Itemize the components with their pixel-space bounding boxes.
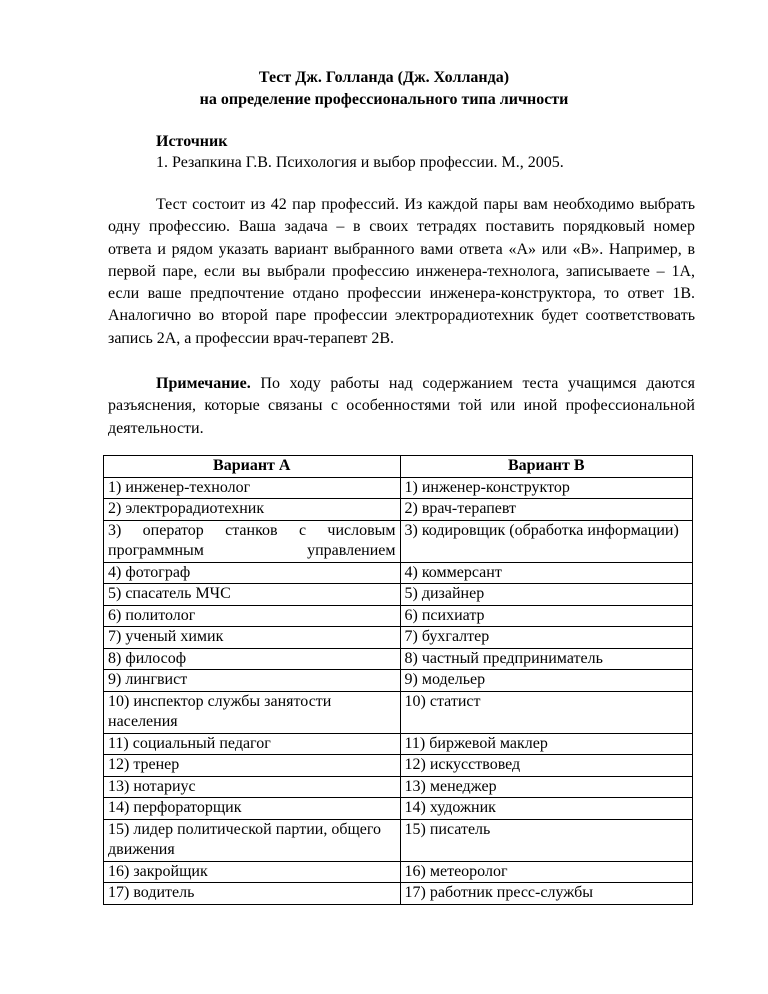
header-variant-b: Вариант В (400, 456, 692, 478)
variant-a-cell: 2) электрорадиотехник (104, 499, 401, 521)
variant-b-cell: 1) инженер-конструктор (400, 477, 692, 499)
variant-b-cell: 16) метеоролог (400, 861, 692, 883)
variant-b-cell: 12) искусствовед (400, 755, 692, 777)
table-row (104, 670, 693, 692)
variant-b-cell: 6) психиатр (400, 605, 692, 627)
note-text: По ходу работы над содержанием теста учащимся даются разъяснения, которые связаны с особенностями той или иной профессиональной деятельности. (108, 375, 695, 437)
variant-b-cell: 4) коммерсант (400, 562, 692, 584)
variant-a-cell: 16) закройщик (104, 861, 401, 883)
variant-a-cell: 12) тренер (104, 755, 401, 777)
table-row (104, 584, 693, 606)
variant-b-cell: 2) врач-терапевт (400, 499, 692, 521)
variant-a-cell: 1) инженер-технолог (104, 477, 401, 499)
table-row (104, 627, 693, 649)
table-header-row (104, 456, 693, 478)
variant-a-cell: 4) фотограф (104, 562, 401, 584)
variant-a-text: 3) оператор станков с числовым программным управлением (108, 521, 396, 559)
variant-b-cell: 11) биржевой маклер (400, 733, 692, 755)
variant-a-cell: 7) ученый химик (104, 627, 401, 649)
variant-a-cell: 8) философ (104, 648, 401, 670)
intro-paragraph: Тест состоит из 42 пар профессий. Из каждой пары вам необходимо выбрать одну профессию. Ваша задача – в своих тетрадях поставить порядковый номер ответа и рядом указать вариант выбранного вами ответа «А» или «В». Например, в первой паре, если вы выбрали профессию инженера-технолога, записываете – 1А, если ваше предпочтение отдано профессии инженера-конструктора, то ответ 1В. Аналогично во второй паре профессии электрорадиотехник будет соответствовать запись 2А, а профессии врач-терапевт 2В. (108, 196, 695, 347)
table-row (104, 755, 693, 777)
table-row (104, 798, 693, 820)
variant-b-cell: 9) модельер (400, 670, 692, 692)
variant-b-cell: 3) кодировщик (обработка информации) (400, 520, 692, 562)
variant-b-cell: 7) бухгалтер (400, 627, 692, 649)
document-title-line1: Тест Дж. Голланда (Дж. Холланда) (258, 69, 510, 86)
table-row (104, 562, 693, 584)
variant-b-cell: 5) дизайнер (400, 584, 692, 606)
table-row (104, 520, 693, 562)
table-row (104, 499, 693, 521)
table-row (104, 776, 693, 798)
variant-a-cell (104, 520, 401, 562)
variant-a-cell: 15) лидер политической партии, общего движения (104, 819, 401, 861)
variant-b-cell: 17) работник пресс-службы (400, 883, 692, 905)
table-row (104, 648, 693, 670)
variant-a-cell: 5) спасатель МЧС (104, 584, 401, 606)
variant-a-cell: 6) политолог (104, 605, 401, 627)
table-row (104, 691, 693, 733)
variant-b-cell: 8) частный предприниматель (400, 648, 692, 670)
table-row (104, 883, 693, 905)
table-row (104, 477, 693, 499)
table-row (104, 819, 693, 861)
source-item: 1. Резапкина Г.В. Психология и выбор профессии. М., 2005. (156, 154, 564, 171)
variant-a-cell: 9) лингвист (104, 670, 401, 692)
table-row (104, 605, 693, 627)
variant-b-cell: 13) менеджер (400, 776, 692, 798)
source-heading: Источник (156, 133, 228, 150)
variant-b-cell: 14) художник (400, 798, 692, 820)
table-row (104, 733, 693, 755)
variant-b-cell: 10) статист (400, 691, 692, 733)
table-row (104, 861, 693, 883)
variant-a-cell: 13) нотариус (104, 776, 401, 798)
variant-a-cell: 11) социальный педагог (104, 733, 401, 755)
note-paragraph (108, 373, 695, 440)
variant-a-cell: 14) перфораторщик (104, 798, 401, 820)
header-variant-a: Вариант А (104, 456, 401, 478)
variant-a-cell: 10) инспектор службы занятости населения (104, 691, 401, 733)
variant-a-cell: 17) водитель (104, 883, 401, 905)
note-label: Примечание. (156, 375, 251, 392)
variants-table (103, 455, 693, 905)
document-title-line2: на определение профессионального типа личности (199, 91, 569, 108)
variant-b-cell: 15) писатель (400, 819, 692, 861)
